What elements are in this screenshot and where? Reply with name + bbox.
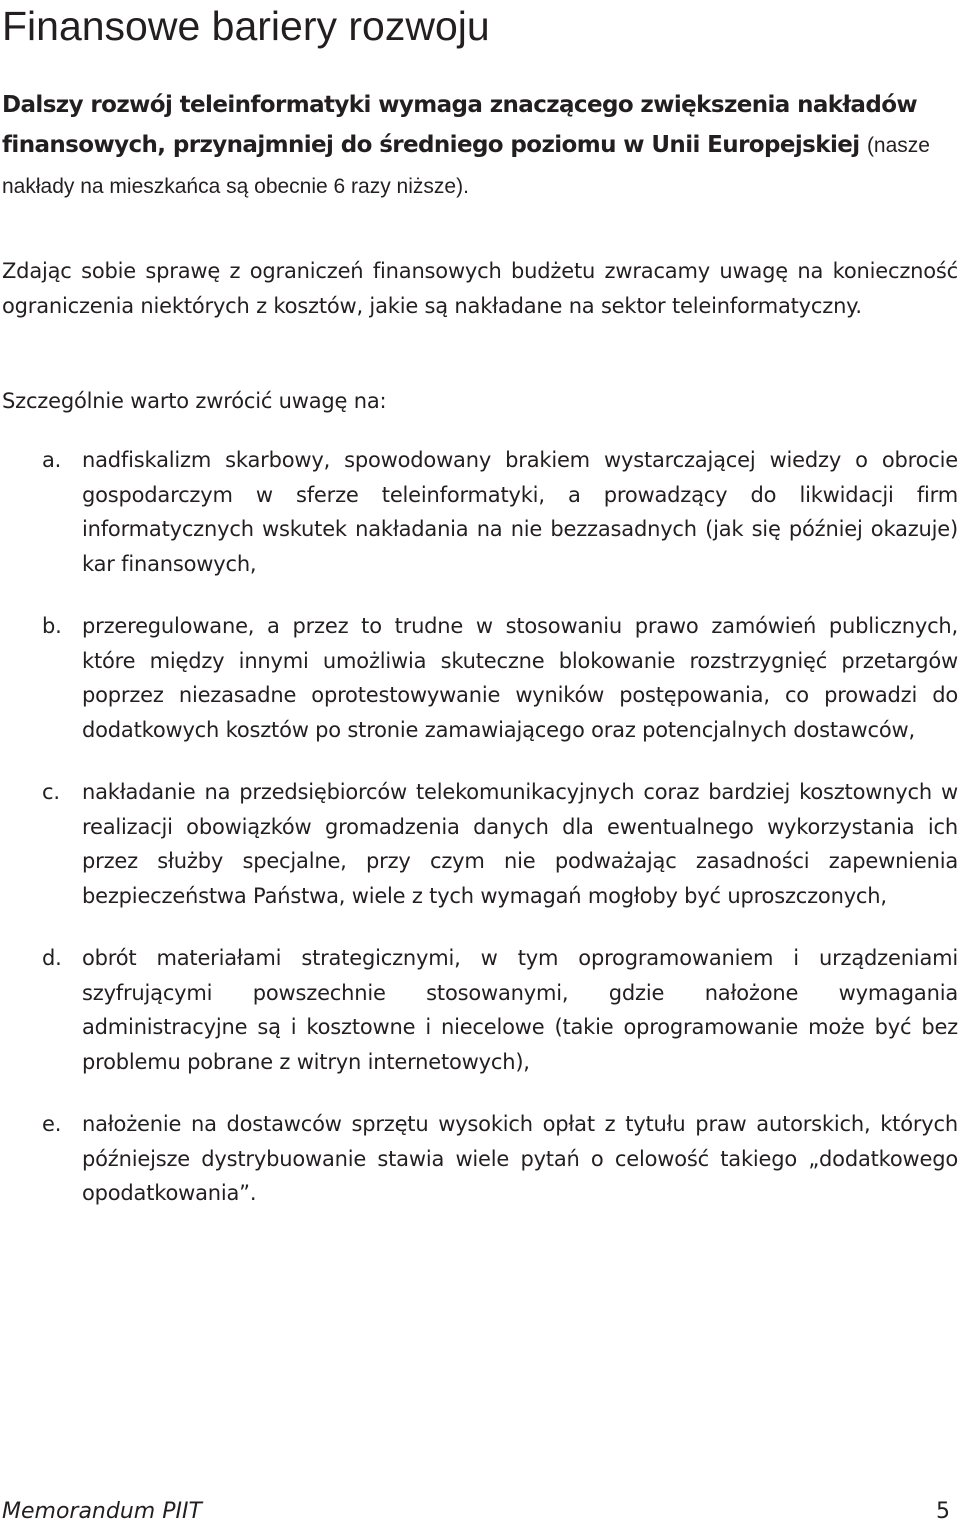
list-item-marker: e. [42, 1112, 62, 1136]
list-item-text: przeregulowane, a przez to trudne w stosowaniu prawo zamówień publicznych, które między innymi umożliwia skuteczne blokowanie rozstrzygnięć przetargów poprzez niezasadne oprotestowywanie wyników postępowania, co prowadzi do dodatkowych kosztów po stronie zamawiającego oraz potencjalnych dostawców, [82, 614, 958, 742]
list-item-marker: a. [42, 448, 62, 472]
page-title: Finansowe bariery rozwoju [2, 3, 490, 49]
footer-publication: Memorandum PIIT [2, 1499, 202, 1524]
page-number: 5 [936, 1499, 950, 1524]
list-intro: Szczególnie warto zwrócić uwagę na: [2, 389, 387, 413]
list-item [0, 443, 958, 581]
body-paragraph: Zdając sobie sprawę z ograniczeń finansowych budżetu zwracamy uwagę na konieczność ograniczenia niektórych z kosztów, jakie są nakładane na sektor teleinformatyczny. [2, 259, 958, 318]
list-item-text: nałożenie na dostawców sprzętu wysokich opłat z tytułu praw autorskich, których późniejsze dystrybuowanie stawia wiele pytań o celowość takiego „dodatkowego opodatkowania”. [82, 1112, 958, 1205]
list-item [0, 775, 958, 913]
list-item-marker: b. [42, 614, 62, 638]
list-item-text: obrót materiałami strategicznymi, w tym oprogramowaniem i urządzeniami szyfrującymi powszechnie stosowanymi, gdzie nałożone wymagania administracyjne są i kosztowne i niecelowe (takie oprogramowanie może być bez problemu pobrane z witryn internetowych), [82, 946, 958, 1074]
list-item-marker: d. [42, 946, 62, 970]
list-item-marker: c. [42, 780, 60, 804]
lead-paragraph [2, 85, 958, 207]
lead-bold-text: Dalszy rozwój teleinformatyki wymaga znaczącego zwiększenia nakładów finansowych, przynajmniej do średniego poziomu w Unii Europejskiej [2, 92, 918, 158]
lead-note: (nasze nakłady na mieszkańca są obecnie 6 razy niższe). [2, 134, 930, 198]
list-item [0, 941, 958, 1079]
cost-list [0, 443, 958, 1239]
list-item [0, 1107, 958, 1211]
list-item-text: nadfiskalizm skarbowy, spowodowany brakiem wystarczającej wiedzy o obrocie gospodarczym w sferze teleinformatyki, a prowadzący do likwidacji firm informatycznych wskutek nakładania na nie bezzasadnych (jak się później okazuje) kar finansowych, [82, 448, 958, 576]
list-item-text: nakładanie na przedsiębiorców telekomunikacyjnych coraz bardziej kosztownych w realizacji obowiązków gromadzenia danych dla ewentualnego wykorzystania ich przez służby specjalne, przy czym nie podważając zasadności zapewnienia bezpieczeństwa Państwa, wiele z tych wymagań mogłoby być uproszczonych, [82, 780, 958, 908]
list-item [0, 609, 958, 747]
